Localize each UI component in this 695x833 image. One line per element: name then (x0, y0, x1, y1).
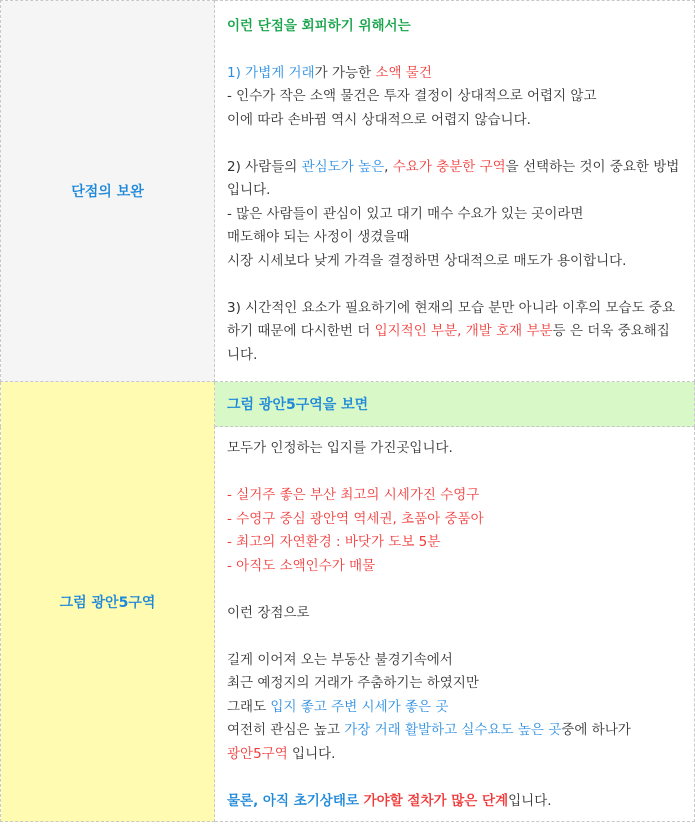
row-label-weakness: 단점의 보완 (1, 1, 215, 382)
gwangan-point-3: - 최고의 자연환경 : 바닷가 도보 5분 (227, 534, 441, 550)
point-1-line-2: - 인수가 작은 소액 물건은 투자 결정이 상대적으로 어렵지 않고 (227, 88, 597, 105)
gwangan-point-1: - 실거주 좋은 부산 최고의 시세가진 수영구 (227, 487, 480, 503)
gwangan-point-4: - 아직도 소액인수가 매물 (227, 557, 376, 574)
gwangan-body-line-1: 길게 이어져 오는 부동산 불경기속에서 (227, 651, 453, 668)
point-2-line-3: 매도해야 되는 사정이 생겼을때 (227, 229, 410, 246)
point-1: 1) 가볍게 거래가 가능한 소액 물건 (227, 64, 432, 81)
gwangan-body-line-2: 최근 예정지의 거래가 주춤하기는 하였지만 (227, 675, 479, 691)
section-row-gwangan-header (1, 382, 695, 427)
row-label-gwangan: 그럼 광안5구역 (1, 382, 215, 822)
gwangan-content (215, 427, 695, 822)
weakness-heading: 이런 단점을 회피하기 위해서는 (227, 17, 411, 34)
point-2: 2) 사람들의 관심도가 높은, 수요가 충분한 구역을 선택하는 것이 중요한 방법 입니다. (227, 158, 680, 199)
gwangan-subheader: 그럼 광안5구역을 보면 (215, 382, 695, 427)
gwangan-body-line-4: 여전히 관심은 높고 가장 거래 활발하고 실수요도 높은 곳중에 하나가 (227, 722, 631, 738)
gwangan-body-line-3: 그래도 입지 좋고 주변 시세가 좋은 곳 (227, 698, 449, 715)
point-1-line-3: 이에 따라 손바뀜 역시 상대적으로 어렵지 않습니다. (227, 111, 531, 128)
weakness-content (215, 1, 695, 382)
gwangan-closing: 물론, 아직 초기상태로 가야할 절차가 많은 단계입니다. (227, 792, 552, 809)
point-2-line-4: 시장 시세보다 낮게 가격을 결정하면 상대적으로 매도가 용이합니다. (227, 252, 627, 269)
section-row-weakness (1, 1, 695, 382)
gwangan-intro: 모두가 인정하는 입지를 가진곳입니다. (227, 440, 453, 456)
gwangan-strength: 이런 장점으로 (227, 604, 310, 621)
point-3: 3) 시간적인 요소가 필요하기에 현재의 모습 분만 아니라 이후의 모습도 중요하기 때문에 다시한번 더 입지적인 부분, 개발 호재 부분등 은 더욱 중요해집니다. (227, 299, 675, 363)
gwangan-point-2: - 수영구 중심 광안역 역세권, 초품아 중품아 (227, 510, 484, 527)
point-2-line-2: - 많은 사람들이 관심이 있고 대기 매수 수요가 있는 곳이라면 (227, 205, 584, 222)
gwangan-body-line-5: 광안5구역 입니다. (227, 745, 336, 762)
